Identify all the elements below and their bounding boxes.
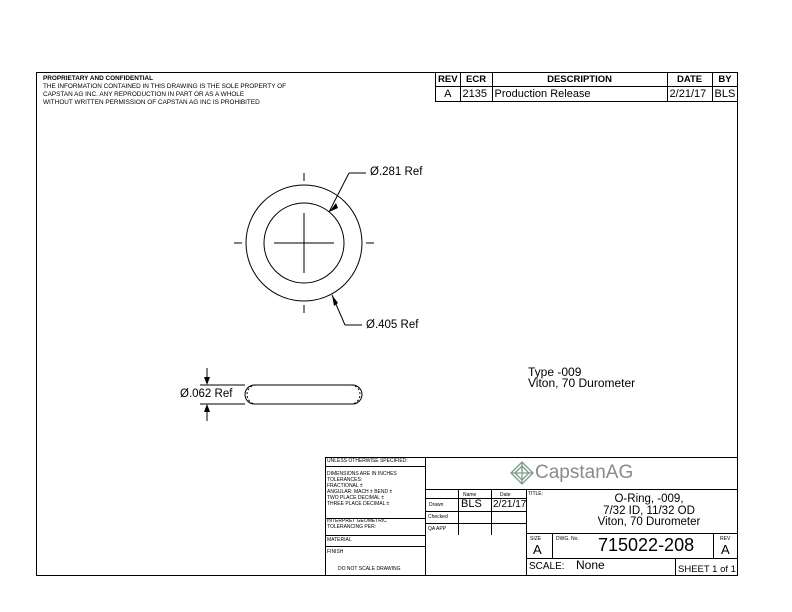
tol-line: DIMENSIONS ARE IN INCHES — [327, 471, 397, 477]
ecr-cell: 2135 — [460, 87, 492, 102]
sheet-label: SHEET 1 of 1 — [678, 564, 736, 575]
proprietary-line: THE INFORMATION CONTAINED IN THIS DRAWING IS THE SOLE PROPERTY OF — [43, 83, 286, 90]
section-outline — [245, 385, 362, 404]
geom-block — [327, 518, 387, 530]
by-cell: BLS — [712, 87, 738, 102]
drawn-label: Drawn — [429, 502, 444, 508]
company-logo: CapstanAG — [535, 462, 634, 483]
outer-diameter-label: Ø.405 Ref — [366, 319, 419, 331]
inner-diameter-label: Ø.281 Ref — [370, 166, 423, 178]
scale-value: None — [576, 558, 605, 572]
cross-section-label: Ø.062 Ref — [180, 388, 233, 400]
name-header: Name — [463, 492, 477, 498]
dwg-label: DWG. No. — [556, 536, 579, 542]
do-not-scale-label: DO NOT SCALE DRAWING — [338, 566, 401, 572]
finish-label: FINISH — [327, 549, 344, 555]
rev-cell: A — [436, 87, 461, 102]
date-cell: 2/21/17 — [667, 87, 712, 102]
inner-arrow — [329, 203, 338, 212]
capstan-logo-icon — [510, 461, 534, 485]
unless-label: UNLESS OTHERWISE SPECIFIED: — [327, 458, 408, 464]
dwg-number: 715022-208 — [598, 535, 695, 555]
title-line: Viton, 70 Durometer — [597, 516, 701, 528]
size-value: A — [533, 542, 542, 557]
title-line: 7/32 ID, 11/32 OD — [603, 504, 695, 517]
checked-label: Checked — [428, 514, 448, 520]
rev-label: REV — [720, 536, 731, 542]
drawn-date: 2/21/17 — [493, 499, 527, 510]
note-line: Viton, 70 Durometer — [528, 376, 636, 390]
drawn-name: BLS — [461, 498, 482, 510]
proprietary-heading: PROPRIETARY AND CONFIDENTIAL — [43, 75, 154, 82]
title-label: TITLE: — [528, 491, 544, 497]
rev-header: REV — [436, 73, 461, 87]
note-line: Type -009 — [528, 365, 582, 379]
outer-arrow — [332, 295, 338, 306]
tolerances-block — [327, 471, 423, 507]
scale-label: SCALE: — [529, 561, 565, 572]
tol-line: TWO PLACE DECIMAL ± — [327, 495, 385, 501]
description-header: DESCRIPTION — [492, 73, 667, 87]
rev-value: A — [721, 542, 730, 557]
proprietary-line: CAPSTAN AG INC. ANY REPRODUCTION IN PART OR AS A WHOLE — [43, 91, 245, 98]
geom-line: TOLERANCING PER: — [327, 524, 377, 530]
tol-line: THREE PLACE DECIMAL ± — [327, 501, 390, 507]
material-note — [528, 367, 635, 389]
title-line: O-Ring, -009, — [614, 493, 684, 505]
proprietary-line: WITHOUT WRITTEN PERMISSION OF CAPSTAN AG INC IS PROHIBITED — [43, 99, 260, 106]
material-label: MATERIAL — [327, 537, 352, 543]
qa-label: QA APP — [428, 526, 447, 532]
tol-line: FRACTIONAL ± — [327, 483, 363, 489]
size-label: SIZE — [530, 536, 542, 542]
section-arrow-top — [204, 377, 210, 385]
geom-line: INTERPRET GEOMETRIC — [327, 518, 387, 524]
description-cell: Production Release — [492, 87, 667, 102]
date-header: Date — [500, 492, 511, 498]
date-header: DATE — [667, 73, 712, 87]
ecr-header: ECR — [460, 73, 492, 87]
section-arrow-bottom — [204, 404, 210, 412]
by-header: BY — [712, 73, 738, 87]
drawing-title — [560, 494, 738, 529]
tol-line: TOLERANCES: — [327, 477, 363, 483]
tol-line: ANGULAR: MACH ± BEND ± — [327, 489, 393, 495]
